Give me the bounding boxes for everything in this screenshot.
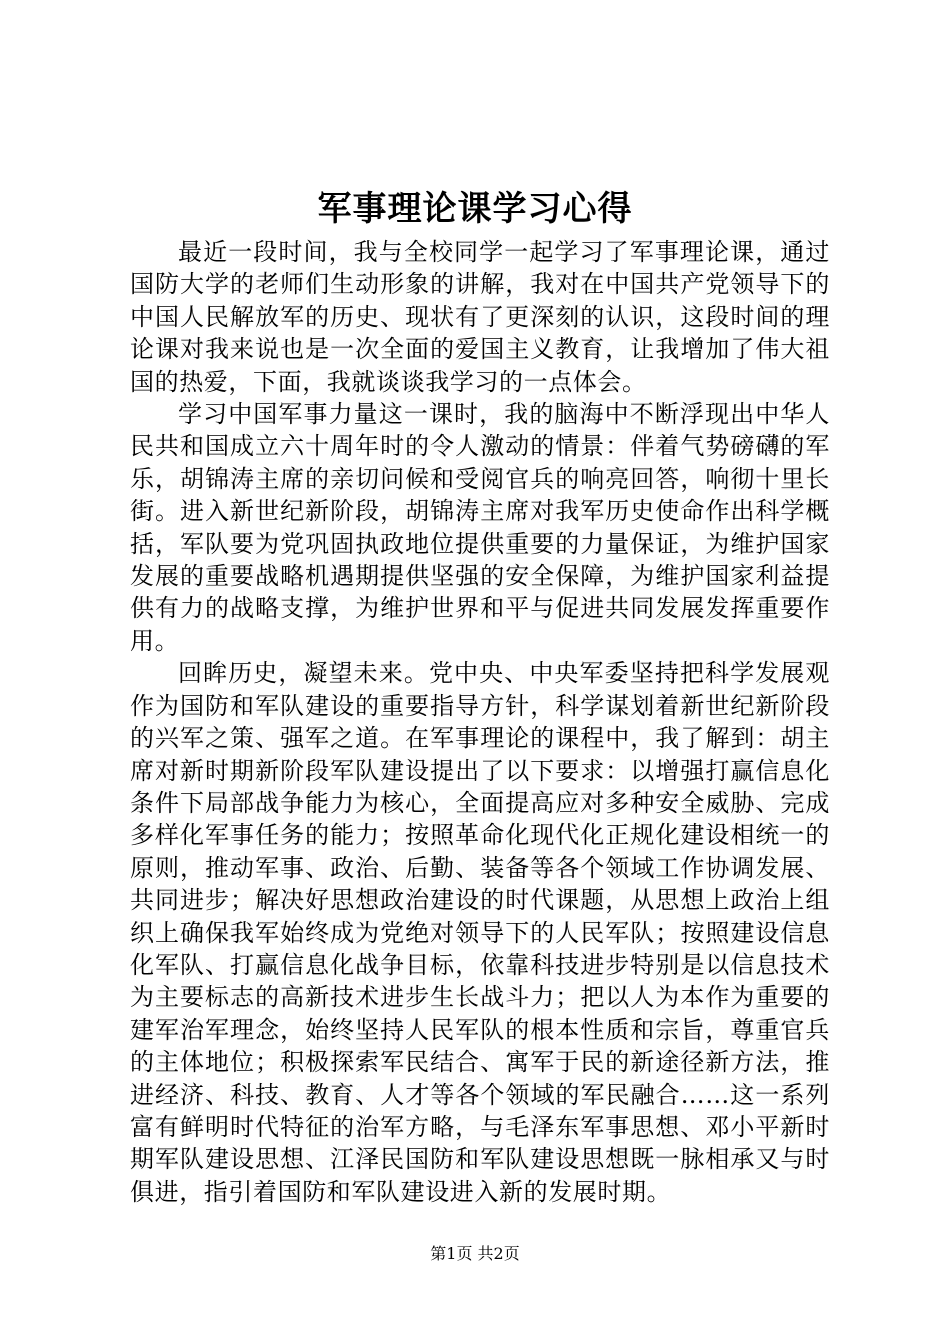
page-number-footer: 第1页 共2页 — [430, 1244, 520, 1263]
paragraph: 最近一段时间，我与全校同学一起学习了军事理论课，通过国防大学的老师们生动形象的讲解，我对在中国共产党领导下的中国人民解放军的历史、现状有了更深刻的认识，这段时间的理论课对我来说也是一次全面的爱国主义教育，让我增加了伟大祖国的热爱，下面，我就谈谈我学习的一点体会。 — [130, 238, 830, 396]
paragraph: 学习中国军事力量这一课时，我的脑海中不断浮现出中华人民共和国成立六十周年时的令人激动的情景：伴着气势磅礴的军乐，胡锦涛主席的亲切问候和受阅官兵的响亮回答，响彻十里长街。进入新世纪新阶段，胡锦涛主席对我军历史使命作出科学概括，军队要为党巩固执政地位提供重要的力量保证，为维护国家发展的重要战略机遇期提供坚强的安全保障，为维护国家利益提供有力的战略支撑，为维护世界和平与促进共同发展发挥重要作用。 — [130, 400, 830, 655]
paragraph: 回眸历史，凝望未来。党中央、中央军委坚持把科学发展观作为国防和军队建设的重要指导方针，科学谋划着新世纪新阶段的兴军之策、强军之道。在军事理论的课程中，我了解到：胡主席对新时期新阶段军队建设提出了以下要求：以增强打赢信息化条件下局部战争能力为核心，全面提高应对多种安全威胁、完成多样化军事任务的能力；按照革命化现代化正规化建设相统一的原则，推动军事、政治、后勤、装备等各个领域工作协调发展、共同进步；解决好思想政治建设的时代课题，从思想上政治上组织上确保我军始终成为党绝对领导下的人民军队；按照建设信息化军队、打赢信息化战争目标，依靠科技进步特别是以信息技术为主要标志的高新技术进步生长战斗力；把以人为本作为重要的建军治军理念，始终坚持人民军队的根本性质和宗旨，尊重官兵的主体地位；积极探索军民结合、寓军于民的新途径新方法，推进经济、科技、教育、人才等各个领域的军民融合……这一系列富有鲜明时代特征的治军方略，与毛泽东军事思想、邓小平新时期军队建设思想、江泽民国防和军队建设思想既一脉相承又与时俱进，指引着国防和军队建设进入新的发展时期。 — [130, 659, 830, 1206]
document-title: 军事理论课学习心得 — [317, 189, 633, 229]
document-body — [130, 236, 830, 1208]
